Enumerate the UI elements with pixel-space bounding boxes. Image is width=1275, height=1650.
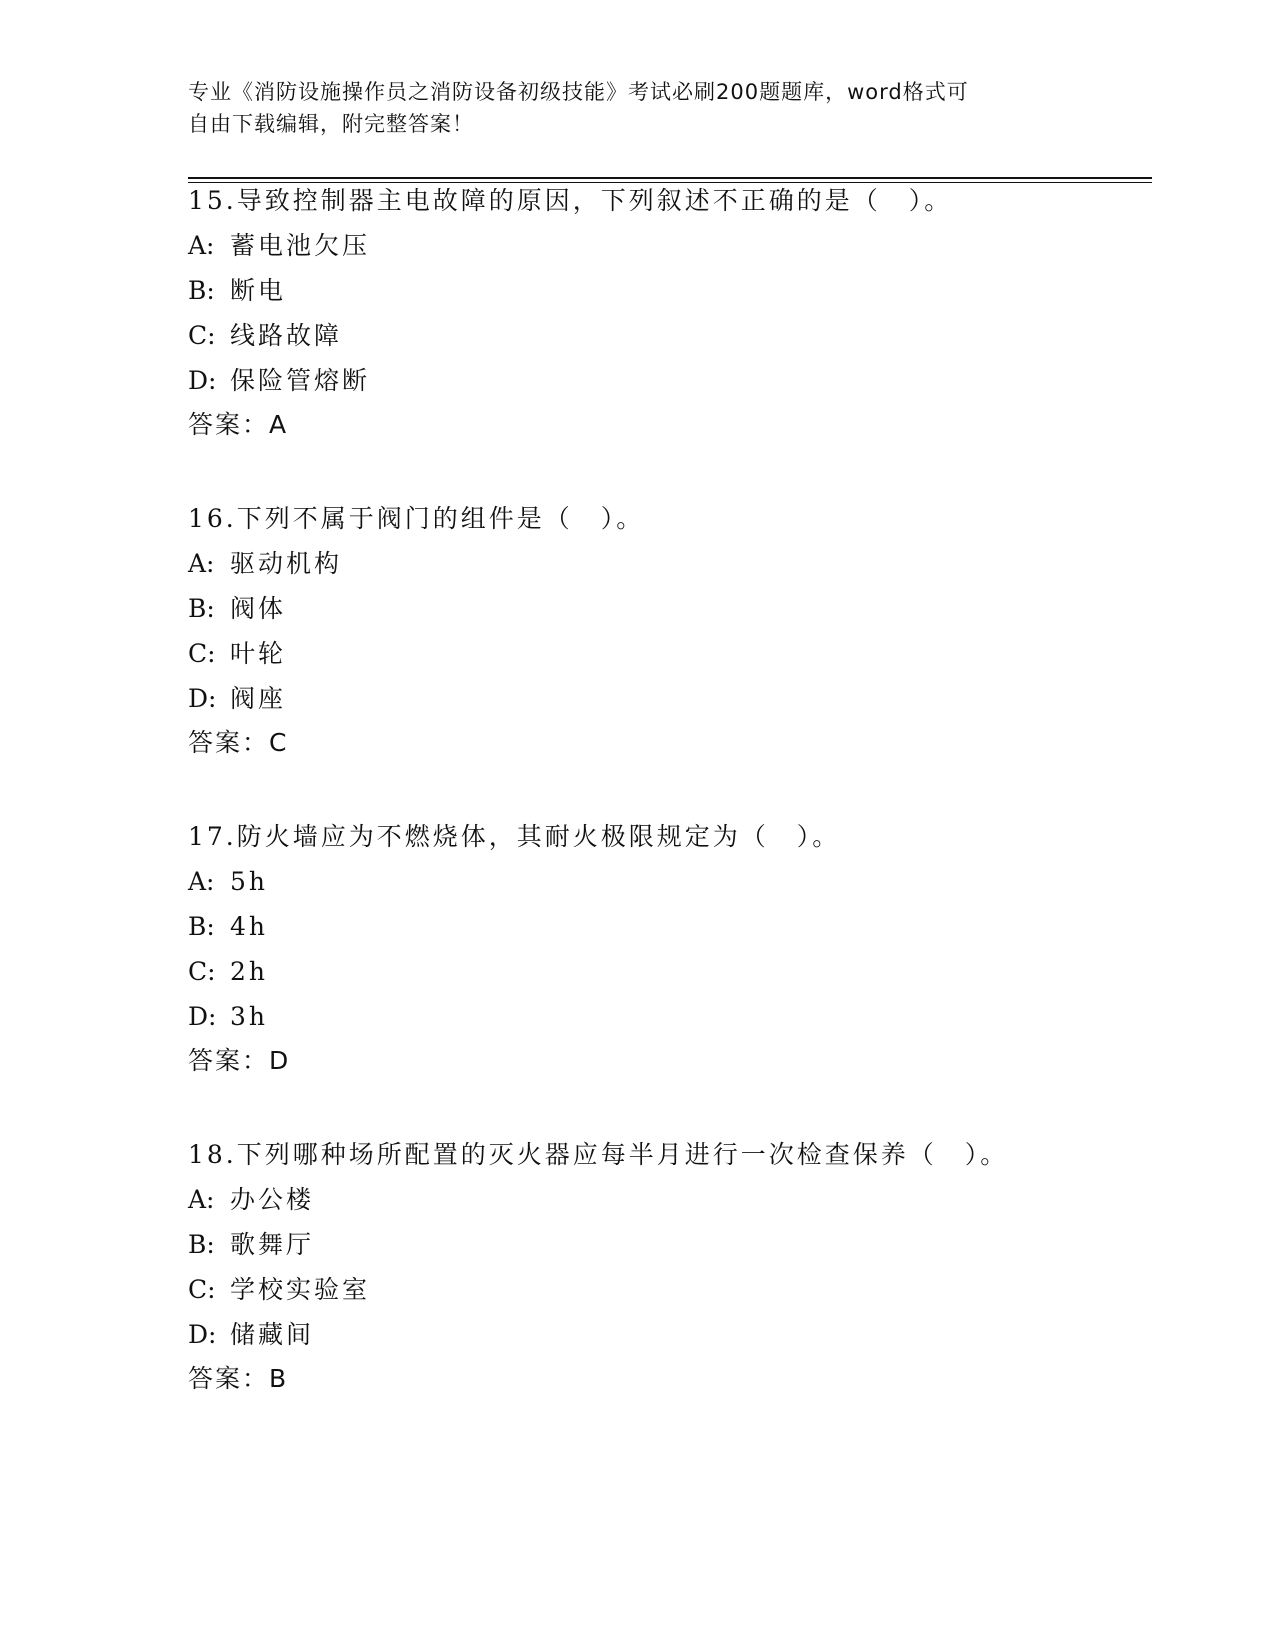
option-letter: D: [188,366,217,395]
option-letter: D: [188,1002,217,1031]
answer-line: 答案：B [188,1364,289,1393]
option-text: 5h [230,867,269,896]
option-b [188,912,1148,942]
option-letter: C: [188,1275,216,1304]
question-16 [188,504,1148,758]
option-letter: B: [188,912,215,941]
option-text: 保险管熔断 [230,366,371,395]
option-text: 4h [230,912,269,941]
option-d [188,1320,1148,1350]
header-divider-thin [188,182,1152,183]
option-letter: C: [188,321,216,350]
option-letter: A: [188,549,215,578]
option-letter: D: [188,684,217,713]
question-stem: 18.下列哪种场所配置的灭火器应每半月进行一次检查保养（ ）。 [188,1140,1009,1169]
option-text: 2h [230,957,269,986]
option-d [188,1002,1148,1032]
option-text: 阀体 [230,594,287,623]
option-text: 阀座 [230,684,287,713]
question-stem: 17.防火墙应为不燃烧体，其耐火极限规定为（ ）。 [188,822,841,851]
header-line-1: 专业《消防设施操作员之消防设备初级技能》考试必刷200题题库，word格式可 [188,80,969,104]
option-c [188,639,1148,669]
option-letter: A: [188,231,215,260]
question-stem: 15.导致控制器主电故障的原因，下列叙述不正确的是（ ）。 [188,186,953,215]
option-text: 蓄电池欠压 [230,231,371,260]
option-b [188,1230,1148,1260]
option-d [188,684,1148,714]
answer-line: 答案：C [188,728,289,757]
answer-line: 答案：D [188,1046,291,1075]
option-letter: D: [188,1320,217,1349]
option-letter: C: [188,639,216,668]
option-c [188,1275,1148,1305]
option-a [188,867,1148,897]
option-text: 驱动机构 [230,549,343,578]
option-text: 断电 [230,276,287,305]
option-text: 办公楼 [230,1185,315,1214]
option-text: 线路故障 [230,321,343,350]
option-a [188,1185,1148,1215]
option-text: 学校实验室 [230,1275,371,1304]
option-text: 歌舞厅 [230,1230,315,1259]
option-text: 叶轮 [230,639,287,668]
option-d [188,366,1148,396]
question-stem: 16.下列不属于阀门的组件是（ ）。 [188,504,645,533]
option-letter: A: [188,867,215,896]
option-text: 3h [230,1002,269,1031]
question-17 [188,822,1148,1076]
question-18 [188,1140,1148,1394]
option-letter: B: [188,594,215,623]
option-letter: B: [188,276,215,305]
answer-line: 答案：A [188,410,289,439]
option-b [188,276,1148,306]
option-letter: B: [188,1230,215,1259]
option-letter: A: [188,1185,215,1214]
header-line-2: 自由下载编辑，附完整答案！ [188,112,474,136]
option-letter: C: [188,957,216,986]
document-header [188,76,1088,140]
header-divider-thick [188,177,1152,179]
option-a [188,231,1148,261]
option-text: 储藏间 [230,1320,315,1349]
option-b [188,594,1148,624]
option-c [188,321,1148,351]
option-c [188,957,1148,987]
option-a [188,549,1148,579]
question-15 [188,186,1148,440]
